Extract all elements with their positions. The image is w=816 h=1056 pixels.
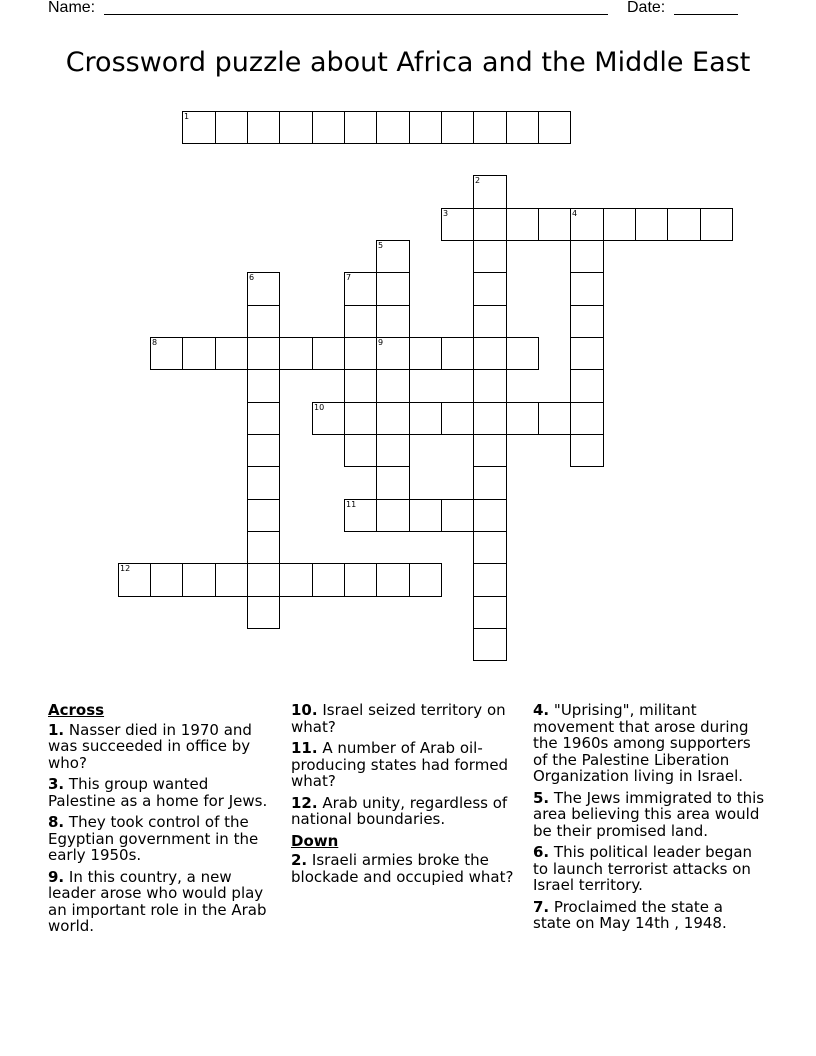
grid-cell[interactable] — [409, 563, 442, 597]
grid-cell[interactable] — [344, 337, 377, 370]
grid-cell[interactable] — [473, 175, 507, 209]
grid-cell[interactable] — [473, 531, 507, 564]
grid-cell[interactable] — [215, 111, 248, 144]
clue-text: This political leader began to launch terrorist attacks on Israel territory. — [533, 843, 753, 894]
grid-cell[interactable] — [279, 563, 313, 597]
clue-text: Israeli armies broke the blockade and occupied what? — [291, 851, 514, 886]
grid-cell[interactable] — [570, 369, 604, 403]
grid-cell[interactable] — [376, 111, 410, 144]
cell-number: 7 — [346, 273, 352, 282]
grid-cell[interactable] — [376, 305, 410, 338]
grid-cell[interactable] — [247, 596, 280, 629]
grid-cell[interactable] — [570, 240, 604, 273]
clue-text: A number of Arab oil-producing states had formed what? — [291, 739, 509, 790]
grid-cell[interactable] — [473, 563, 507, 597]
grid-cell[interactable] — [506, 402, 539, 435]
clues-column-1 — [48, 702, 280, 940]
across-heading: Across — [48, 701, 105, 719]
clue-number: 12. — [291, 793, 318, 812]
clue-number: 8. — [48, 813, 65, 831]
grid-cell[interactable] — [409, 499, 442, 532]
clue-number: 7. — [533, 897, 550, 916]
grid-cell[interactable] — [570, 208, 604, 241]
grid-cell[interactable] — [376, 402, 410, 435]
clue-number: 2. — [291, 851, 308, 869]
clue-down-6 — [533, 844, 765, 894]
cell-number: 11 — [346, 500, 357, 509]
clue-text: In this country, a new leader arose who would play an important role in the Arab world. — [48, 867, 267, 935]
grid-cell[interactable] — [247, 337, 280, 370]
grid-cell[interactable] — [182, 563, 216, 597]
grid-cell[interactable] — [279, 337, 313, 370]
grid-cell[interactable] — [312, 337, 345, 370]
clue-text: This group wanted Palestine as a home for Jews. — [48, 775, 268, 810]
cell-number: 8 — [152, 338, 158, 347]
grid-cell[interactable] — [473, 240, 507, 273]
grid-cell[interactable] — [441, 208, 474, 241]
grid-cell[interactable] — [570, 402, 604, 435]
grid-cell[interactable] — [700, 208, 733, 241]
grid-cell[interactable] — [247, 466, 280, 500]
grid-cell[interactable] — [344, 563, 377, 597]
grid-cell[interactable] — [570, 305, 604, 338]
grid-cell[interactable] — [376, 499, 410, 532]
grid-cell[interactable] — [344, 402, 377, 435]
grid-cell[interactable] — [473, 208, 507, 241]
grid-cell[interactable] — [409, 402, 442, 435]
clue-number: 3. — [48, 775, 65, 793]
grid-cell[interactable] — [247, 563, 280, 597]
clues-column-3 — [533, 702, 765, 937]
grid-cell[interactable] — [473, 111, 507, 144]
clue-text: They took control of the Egyptian government in the early 1950s. — [48, 813, 259, 864]
clue-down-4 — [533, 702, 765, 785]
clue-across-8 — [48, 814, 280, 864]
grid-cell[interactable] — [344, 111, 377, 144]
grid-cell[interactable] — [247, 499, 280, 532]
clue-text: The Jews immigrated to this area believing this area would be their promised land. — [533, 788, 765, 840]
grid-cell[interactable] — [344, 434, 377, 467]
clue-across-12 — [291, 795, 523, 828]
cell-number: 5 — [378, 241, 384, 250]
clue-across-11 — [291, 740, 523, 790]
grid-cell[interactable] — [506, 111, 539, 144]
cell-number: 3 — [443, 209, 449, 218]
grid-cell[interactable] — [150, 337, 183, 370]
grid-cell[interactable] — [473, 628, 507, 661]
grid-cell[interactable] — [506, 337, 539, 370]
grid-cell[interactable] — [473, 434, 507, 467]
grid-cell[interactable] — [538, 208, 571, 241]
grid-cell[interactable] — [376, 337, 410, 370]
grid-cell[interactable] — [473, 272, 507, 306]
clue-text: "Uprising", militant movement that arose during the 1960s among supporters of the Palestine Liberation Organization living in Israel. — [533, 701, 751, 785]
grid-cell[interactable] — [376, 369, 410, 403]
grid-cell[interactable] — [344, 272, 377, 306]
grid-cell[interactable] — [344, 499, 377, 532]
clue-text: Israel seized territory on what? — [291, 701, 506, 736]
clue-text: Arab unity, regardless of national boundaries. — [291, 793, 508, 828]
grid-cell[interactable] — [247, 402, 280, 435]
grid-cell[interactable] — [182, 337, 216, 370]
clue-down-2 — [291, 852, 523, 885]
clue-number: 9. — [48, 867, 65, 886]
grid-cell[interactable] — [376, 240, 410, 273]
name-label: Name: — [48, 0, 96, 16]
date-label: Date: — [627, 0, 666, 16]
grid-cell[interactable] — [409, 111, 442, 144]
grid-cell[interactable] — [312, 402, 345, 435]
cell-number: 12 — [120, 564, 131, 573]
grid-cell[interactable] — [603, 208, 636, 241]
grid-cell[interactable] — [538, 111, 571, 144]
grid-cell[interactable] — [215, 337, 248, 370]
grid-cell[interactable] — [215, 563, 248, 597]
cell-number: 10 — [314, 403, 325, 412]
grid-cell[interactable] — [473, 305, 507, 338]
grid-cell[interactable] — [182, 111, 216, 144]
clue-number: 1. — [48, 720, 65, 739]
grid-cell[interactable] — [441, 337, 474, 370]
grid-cell[interactable] — [247, 272, 280, 306]
grid-cell[interactable] — [344, 369, 377, 403]
clue-number: 5. — [533, 788, 550, 807]
grid-cell[interactable] — [473, 369, 507, 403]
clue-number: 10. — [291, 701, 318, 719]
clue-across-3 — [48, 776, 280, 809]
clue-number: 11. — [291, 739, 318, 757]
grid-cell[interactable] — [441, 111, 474, 144]
grid-cell[interactable] — [473, 466, 507, 500]
clue-number: 6. — [533, 843, 550, 861]
grid-cell[interactable] — [635, 208, 668, 241]
grid-cell[interactable] — [376, 434, 410, 467]
grid-cell[interactable] — [247, 369, 280, 403]
clue-text: Proclaimed the state a state on May 14th , 1948. — [533, 897, 727, 932]
grid-cell[interactable] — [376, 563, 410, 597]
grid-cell[interactable] — [409, 337, 442, 370]
clue-text: Nasser died in 1970 and was succeeded in office by who? — [48, 720, 252, 772]
down-heading: Down — [291, 831, 339, 850]
grid-cell[interactable] — [570, 434, 604, 467]
grid-cell[interactable] — [247, 305, 280, 338]
grid-cell[interactable] — [441, 402, 474, 435]
page-title: Crossword puzzle about Africa and the Middle East — [65, 47, 751, 78]
cell-number: 6 — [249, 273, 255, 282]
grid-cell[interactable] — [247, 434, 280, 467]
grid-cell[interactable] — [247, 111, 280, 144]
cell-number: 4 — [572, 209, 578, 218]
grid-cell[interactable] — [312, 563, 345, 597]
grid-cell[interactable] — [667, 208, 701, 241]
cell-number: 2 — [475, 176, 481, 185]
grid-cell[interactable] — [570, 272, 604, 306]
clue-down-7 — [533, 899, 765, 932]
grid-cell[interactable] — [473, 499, 507, 532]
grid-cell[interactable] — [376, 466, 410, 500]
clue-number: 4. — [533, 701, 550, 719]
grid-cell[interactable] — [312, 111, 345, 144]
clue-across-9 — [48, 869, 280, 935]
grid-cell[interactable] — [473, 337, 507, 370]
grid-cell[interactable] — [376, 272, 410, 306]
grid-cell[interactable] — [570, 337, 604, 370]
grid-cell[interactable] — [538, 402, 571, 435]
clue-down-5 — [533, 790, 765, 840]
clue-across-1 — [48, 722, 280, 772]
grid-cell[interactable] — [344, 305, 377, 338]
grid-cell[interactable] — [150, 563, 183, 597]
grid-cell[interactable] — [279, 111, 313, 144]
clue-across-10 — [291, 702, 523, 735]
grid-cell[interactable] — [247, 531, 280, 564]
grid-cell[interactable] — [473, 596, 507, 629]
grid-cell[interactable] — [118, 563, 151, 597]
clues-column-2 — [291, 702, 523, 890]
grid-cell[interactable] — [473, 402, 507, 435]
cell-number: 9 — [378, 338, 384, 347]
grid-cell[interactable] — [506, 208, 539, 241]
grid-cell[interactable] — [441, 499, 474, 532]
cell-number: 1 — [184, 112, 190, 121]
